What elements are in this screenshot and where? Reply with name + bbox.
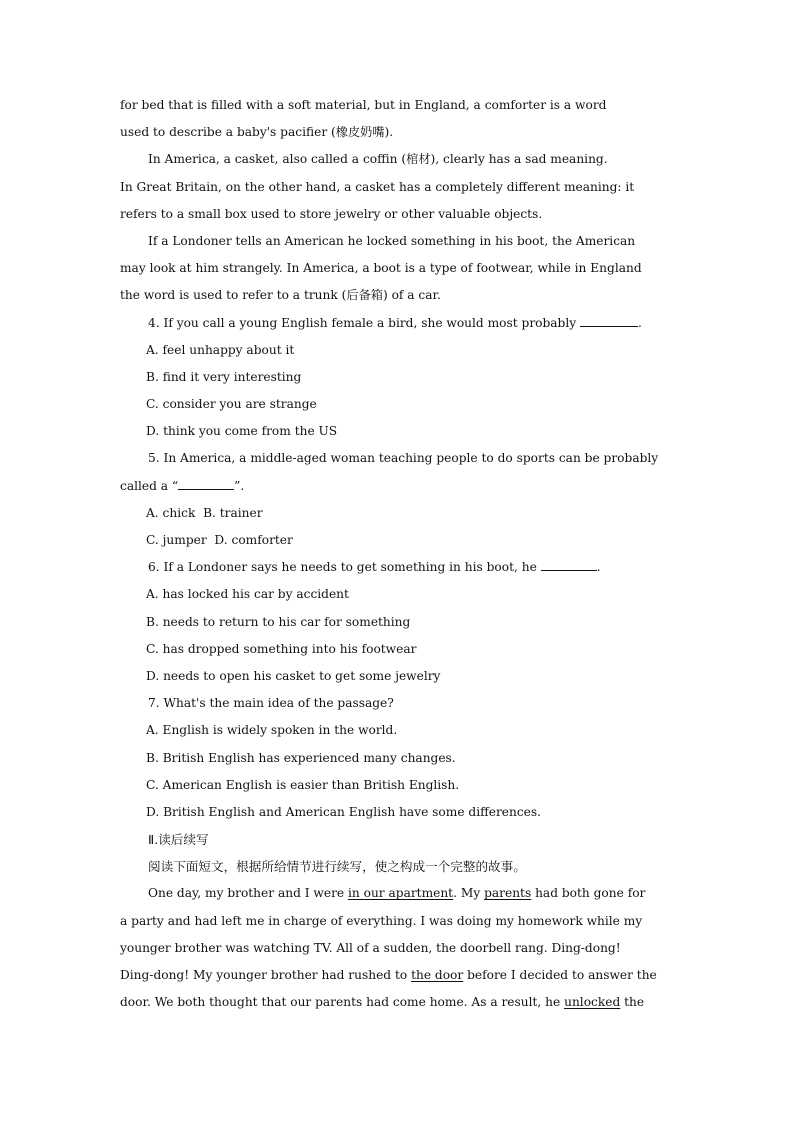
question-6-stem (120, 554, 675, 581)
option-b: B. needs to return to his car for something (146, 614, 411, 629)
question-text: ”. (234, 478, 245, 493)
passage-line: may look at him strangely. In America, a boot is a type of footwear, while in England (120, 261, 642, 276)
option-d: D. British English and American English have some differences. (146, 804, 542, 819)
option-b: B. British English has experienced many changes. (146, 750, 456, 765)
story-line: a party and had left me in charge of everything. I was doing my homework while my (120, 913, 643, 928)
question-5-stem-cont (120, 473, 675, 500)
passage-line: In America, a casket, also called a coffin (棺材), clearly has a sad meaning. (148, 152, 608, 167)
section-title: Ⅱ.读后续写 (148, 832, 209, 848)
passage-line: used to describe a baby's pacifier (橡皮奶嘴). (120, 125, 394, 140)
option-c: C. has dropped something into his footwear (146, 641, 417, 656)
question-text: 6. If a Londoner says he needs to get something in his boot, he (148, 560, 537, 575)
underlined-phrase: the door (411, 968, 464, 982)
option-a: A. feel unhappy about it (146, 342, 295, 357)
option-d: D. think you come from the US (146, 424, 338, 439)
option-d: D. needs to open his casket to get some jewelry (146, 668, 441, 683)
option-a: A. English is widely spoken in the world. (146, 723, 398, 738)
question-5-stem: 5. In America, a middle-aged woman teaching people to do sports can be probably (148, 451, 659, 466)
passage-line: refers to a small box used to store jewelry or other valuable objects. (120, 206, 543, 221)
story-text: . My (453, 886, 485, 901)
story-line (120, 989, 675, 1016)
story-text: before I decided to answer the (463, 968, 657, 982)
story-text: Ding-dong! My younger brother had rushed to (120, 968, 412, 982)
question-7-stem: 7. What's the main idea of the passage? (148, 696, 394, 711)
options-cd: C. jumper D. comforter (146, 533, 293, 547)
options-ab: A. chick B. trainer (146, 505, 263, 520)
story-line (120, 962, 675, 989)
question-text: 4. If you call a young English female a bird, she would most probably (148, 315, 577, 330)
passage-line: If a Londoner tells an American he locked something in his boot, the American (148, 233, 636, 248)
story-text: One day, my brother and I were (148, 886, 348, 901)
option-a: A. has locked his car by accident (146, 587, 349, 602)
option-b: B. find it very interesting (146, 369, 302, 384)
underlined-phrase: unlocked (564, 995, 621, 1010)
story-text: had both gone for (531, 886, 646, 901)
story-text: door. We both thought that our parents had come home. As a result, he (120, 995, 565, 1010)
answer-blank[interactable] (178, 475, 234, 490)
underlined-phrase: in our apartment (348, 886, 454, 901)
answer-blank[interactable] (541, 556, 597, 571)
underlined-phrase: parents (484, 886, 532, 901)
question-end: . (638, 315, 642, 330)
question-4-stem (120, 310, 675, 337)
passage-line: In Great Britain, on the other hand, a casket has a completely different meaning: it (120, 179, 635, 194)
question-end: . (596, 560, 601, 575)
story-text: the (620, 995, 645, 1010)
option-c: C. American English is easier than British English. (146, 777, 460, 792)
option-c: C. consider you are strange (146, 397, 317, 412)
story-line (120, 880, 675, 907)
section-instruction: 阅读下面短文，根据所给情节进行续写，使之构成一个完整的故事。 (148, 859, 526, 875)
answer-blank[interactable] (580, 312, 638, 327)
document-page (120, 92, 675, 1016)
passage-line: the word is used to refer to a trunk (后备箱) of a car. (120, 288, 441, 303)
passage-line: for bed that is filled with a soft material, but in England, a comforter is a word (120, 98, 607, 112)
story-line: younger brother was watching TV. All of a sudden, the doorbell rang. Ding-dong! (120, 940, 621, 955)
question-text: called a “ (120, 478, 179, 493)
